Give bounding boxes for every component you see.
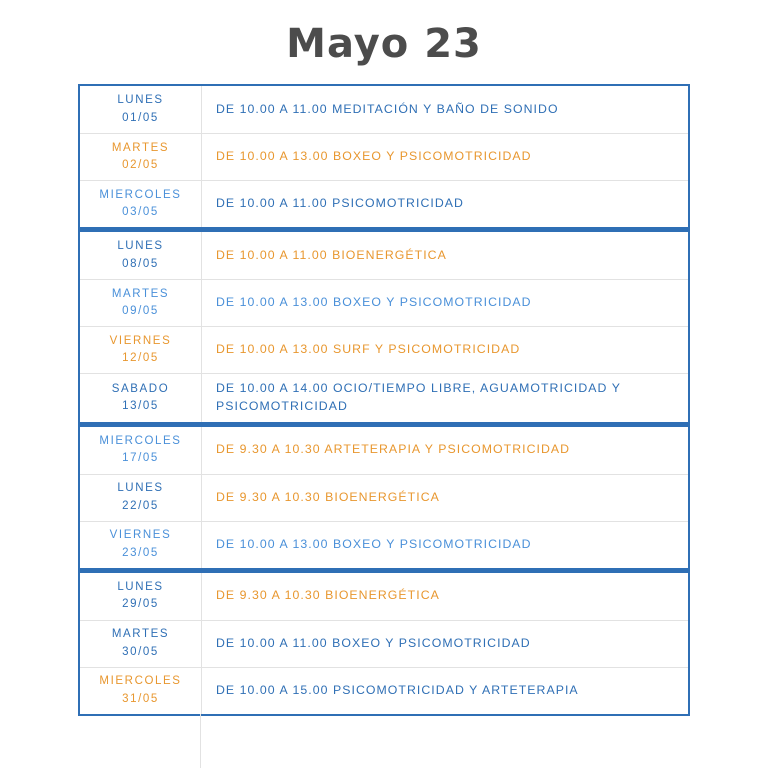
table-row — [80, 427, 688, 474]
day-date: 08/05 — [122, 257, 159, 270]
table-row — [80, 573, 688, 620]
day-date: 30/05 — [122, 645, 159, 658]
day-name: VIERNES — [109, 334, 172, 347]
day-name: MIERCOLES — [99, 675, 182, 688]
day-name: LUNES — [117, 94, 164, 107]
day-name: LUNES — [117, 482, 164, 495]
day-cell — [80, 573, 202, 620]
day-cell — [80, 181, 202, 227]
activity-description: DE 9.30 A 10.30 ARTETERAPIA Y PSICOMOTRICIDAD — [216, 442, 571, 457]
activity-description: DE 10.00 A 11.00 BIOENERGÉTICA — [216, 247, 447, 262]
activity-description: DE 10.00 A 13.00 BOXEO Y PSICOMOTRICIDAD — [216, 295, 532, 310]
day-date: 12/05 — [122, 352, 159, 364]
table-row — [80, 474, 688, 521]
day-cell — [80, 475, 202, 521]
day-name: MARTES — [111, 628, 170, 641]
table-row — [80, 279, 688, 326]
activity-description: DE 10.00 A 13.00 BOXEO Y PSICOMOTRICIDAD — [216, 149, 532, 164]
activity-cell — [202, 134, 688, 180]
day-name: VIERNES — [109, 529, 172, 542]
day-name: MIERCOLES — [99, 434, 182, 447]
day-cell — [80, 621, 202, 667]
schedule-week-block — [78, 229, 690, 424]
day-date: 03/05 — [122, 206, 159, 218]
activity-cell — [202, 475, 688, 521]
activity-cell — [202, 181, 688, 227]
activity-cell — [202, 86, 688, 133]
day-name: LUNES — [117, 580, 164, 593]
day-cell — [80, 374, 202, 422]
activity-description: DE 10.00 A 11.00 PSICOMOTRICIDAD — [216, 196, 464, 211]
table-row — [80, 86, 688, 133]
activity-description: DE 10.00 A 14.00 OCIO/TIEMPO LIBRE, AGUAMOTRICIDAD Y PSICOMOTRICIDAD — [216, 381, 621, 413]
day-cell — [80, 522, 202, 568]
day-cell — [80, 427, 202, 474]
day-date: 23/05 — [122, 546, 159, 559]
vertical-divider-line — [200, 714, 201, 768]
activity-cell — [202, 232, 688, 279]
day-date: 01/05 — [122, 111, 159, 124]
day-name: MARTES — [111, 141, 170, 154]
schedule-week-block — [78, 424, 690, 570]
activity-cell — [202, 374, 688, 422]
activity-description: DE 10.00 A 13.00 SURF Y PSICOMOTRICIDAD — [216, 342, 521, 357]
day-name: LUNES — [117, 240, 164, 253]
activity-cell — [202, 280, 688, 326]
schedule-week-block — [78, 570, 690, 716]
activity-description: DE 10.00 A 11.00 BOXEO Y PSICOMOTRICIDAD — [216, 635, 531, 650]
day-cell — [80, 327, 202, 373]
schedule-week-block — [78, 84, 690, 229]
day-name: MIERCOLES — [99, 188, 182, 201]
activity-description: DE 10.00 A 11.00 MEDITACIÓN Y BAÑO DE SONIDO — [216, 101, 559, 116]
activity-cell — [202, 427, 688, 474]
table-row — [80, 521, 688, 568]
table-row — [80, 232, 688, 279]
day-cell — [80, 232, 202, 279]
activity-description: DE 9.30 A 10.30 BIOENERGÉTICA — [216, 489, 440, 504]
page-title: Mayo 23 — [286, 21, 482, 67]
day-cell — [80, 668, 202, 714]
table-row — [80, 133, 688, 180]
day-date: 29/05 — [122, 598, 159, 611]
day-cell — [80, 134, 202, 180]
table-row — [80, 667, 688, 714]
day-date: 09/05 — [122, 305, 159, 317]
table-row — [80, 373, 688, 422]
day-date: 17/05 — [122, 452, 159, 465]
activity-cell — [202, 327, 688, 373]
activity-cell — [202, 573, 688, 620]
table-row — [80, 326, 688, 373]
day-date: 02/05 — [122, 159, 159, 171]
activity-cell — [202, 522, 688, 568]
day-cell — [80, 280, 202, 326]
day-name: SABADO — [111, 382, 170, 395]
activity-description: DE 10.00 A 15.00 PSICOMOTRICIDAD Y ARTETERAPIA — [216, 682, 579, 697]
day-date: 22/05 — [122, 499, 159, 512]
activity-description: DE 10.00 A 13.00 BOXEO Y PSICOMOTRICIDAD — [216, 536, 532, 551]
day-cell — [80, 86, 202, 133]
activity-description: DE 9.30 A 10.30 BIOENERGÉTICA — [216, 588, 440, 603]
table-row — [80, 620, 688, 667]
schedule-table — [78, 84, 690, 716]
table-row — [80, 180, 688, 227]
activity-cell — [202, 621, 688, 667]
day-date: 13/05 — [122, 399, 159, 412]
day-date: 31/05 — [122, 692, 159, 705]
day-name: MARTES — [111, 287, 170, 300]
activity-cell — [202, 668, 688, 714]
